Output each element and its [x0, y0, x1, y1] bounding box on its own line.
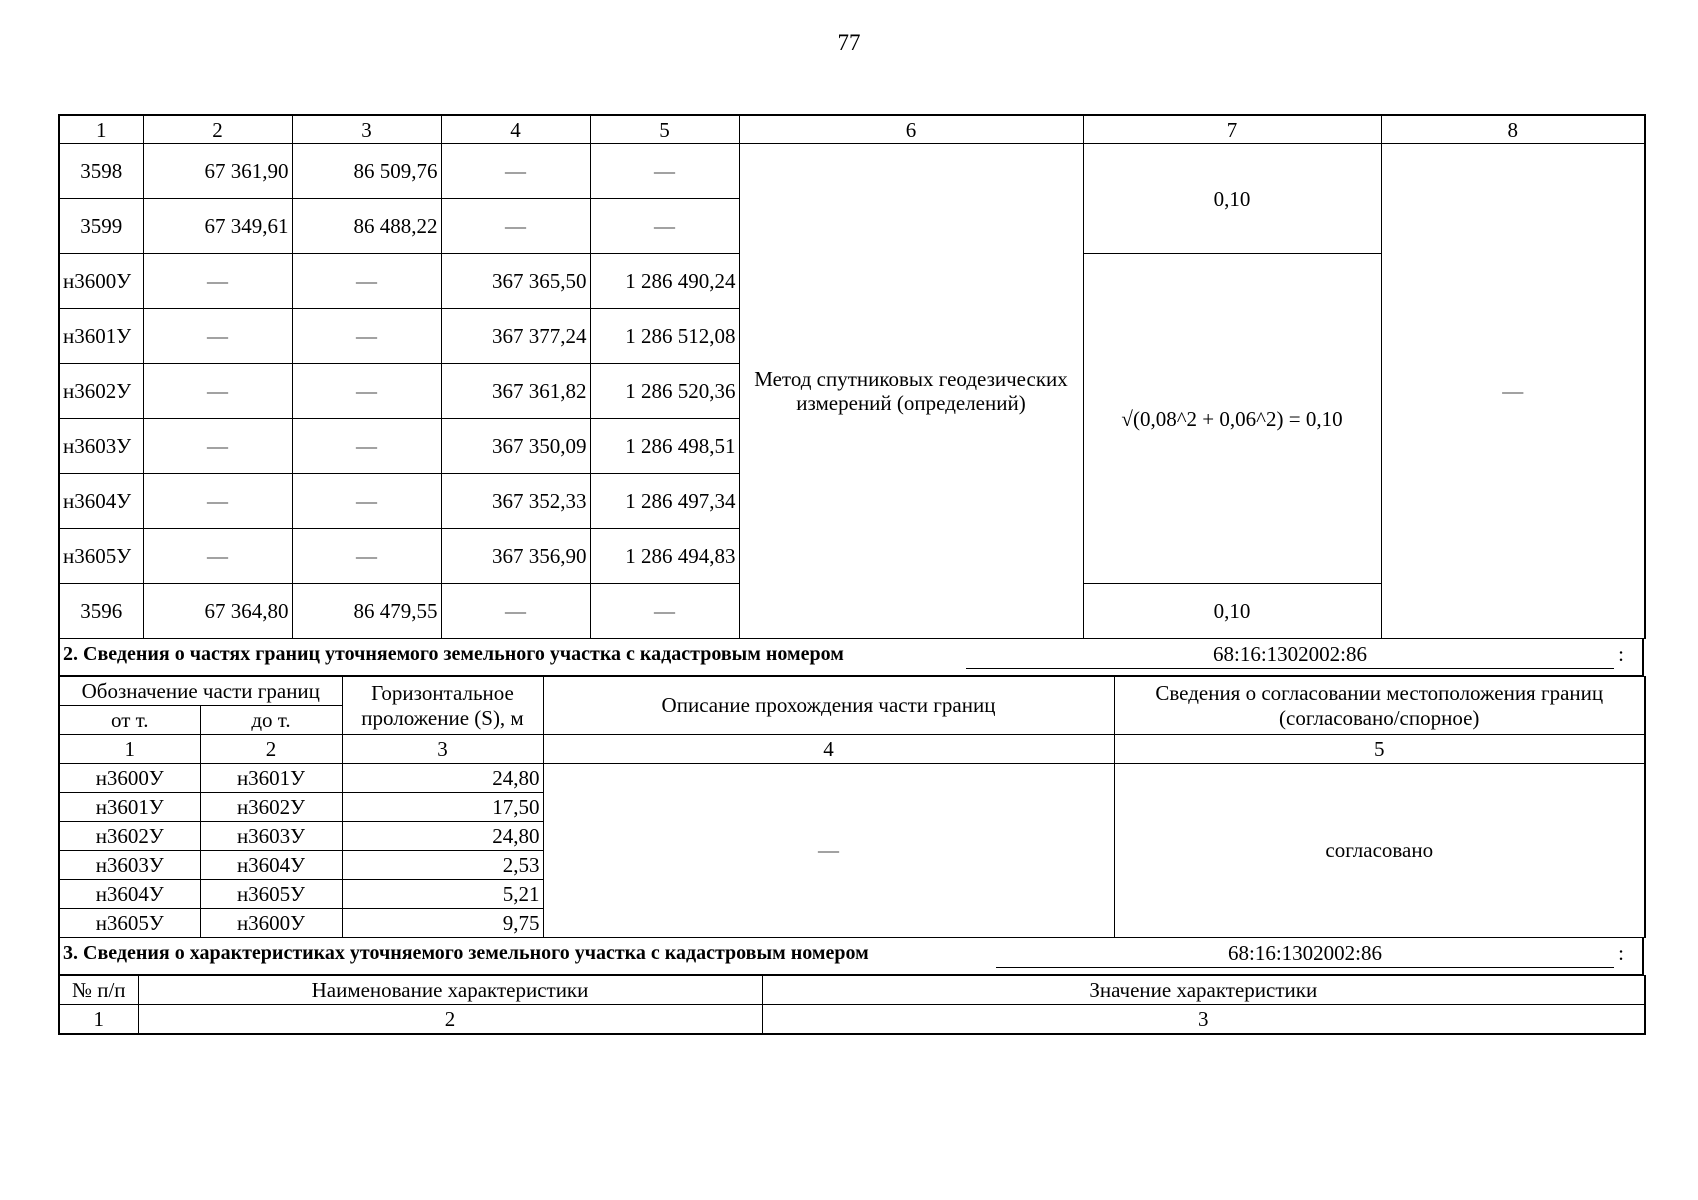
y-new: 1 286 497,34 — [590, 474, 739, 529]
point-name: н3605У — [59, 529, 143, 584]
header-to: до т. — [200, 706, 342, 735]
section3-title: 3. Сведения о характеристиках уточняемого земельного участка с кадастровым номером — [63, 942, 869, 964]
y-old: — — [292, 529, 441, 584]
y-old: 86 509,76 — [292, 144, 441, 199]
section2-colon: : — [1618, 642, 1624, 666]
header-designation: Обозначение части границ — [59, 677, 342, 706]
col-header: 4 — [441, 115, 590, 144]
boundary-header-row — [59, 677, 1645, 706]
coordinates-table — [58, 114, 1646, 639]
col-header: 7 — [1083, 115, 1381, 144]
characteristics-header-row — [59, 976, 1645, 1005]
y-new: — — [590, 144, 739, 199]
to-point: н3605У — [200, 880, 342, 909]
agreement-value: согласовано — [1114, 764, 1645, 938]
x-old: — — [143, 254, 292, 309]
point-name: н3602У — [59, 364, 143, 419]
point-name: н3600У — [59, 254, 143, 309]
characteristics-table — [58, 975, 1646, 1035]
from-point: н3605У — [59, 909, 200, 938]
to-point: н3602У — [200, 793, 342, 822]
x-new: 367 361,82 — [441, 364, 590, 419]
point-name: н3604У — [59, 474, 143, 529]
coordinates-header-row — [59, 115, 1645, 144]
x-old: 67 361,90 — [143, 144, 292, 199]
section3-cadastral-number: 68:16:1302002:86 — [996, 941, 1614, 968]
x-new: 367 377,24 — [441, 309, 590, 364]
header-description: Описание прохождения части границ — [543, 677, 1114, 735]
accuracy-top: 0,10 — [1083, 144, 1381, 254]
col-header: 2 — [143, 115, 292, 144]
point-name: 3598 — [59, 144, 143, 199]
from-point: н3600У — [59, 764, 200, 793]
col-number: 3 — [342, 735, 543, 764]
y-old: — — [292, 364, 441, 419]
from-point: н3602У — [59, 822, 200, 851]
x-old: 67 349,61 — [143, 199, 292, 254]
x-new: 367 352,33 — [441, 474, 590, 529]
x-new: 367 356,90 — [441, 529, 590, 584]
point-name: 3596 — [59, 584, 143, 639]
boundary-parts-table — [58, 676, 1646, 938]
section3-colon: : — [1618, 941, 1624, 965]
length-value: 5,21 — [342, 880, 543, 909]
accuracy-formula: √(0,08^2 + 0,06^2) = 0,10 — [1083, 254, 1381, 584]
length-value: 9,75 — [342, 909, 543, 938]
y-old: 86 488,22 — [292, 199, 441, 254]
x-old: — — [143, 419, 292, 474]
to-point: н3601У — [200, 764, 342, 793]
y-new: — — [590, 584, 739, 639]
length-value: 24,80 — [342, 822, 543, 851]
to-point: н3600У — [200, 909, 342, 938]
y-new: 1 286 494,83 — [590, 529, 739, 584]
method-cell: Метод спутниковых геодезических измерений (определений) — [739, 144, 1083, 639]
y-new: 1 286 512,08 — [590, 309, 739, 364]
header-from: от т. — [59, 706, 200, 735]
length-value: 17,50 — [342, 793, 543, 822]
header-value: Значение характеристики — [762, 976, 1645, 1005]
y-new: 1 286 490,24 — [590, 254, 739, 309]
col-header: 5 — [590, 115, 739, 144]
table-row — [59, 764, 1645, 793]
x-old: — — [143, 364, 292, 419]
page-number: 77 — [837, 30, 861, 55]
to-point: н3603У — [200, 822, 342, 851]
section2-cadastral-number: 68:16:1302002:86 — [966, 642, 1614, 669]
length-value: 2,53 — [342, 851, 543, 880]
x-old: — — [143, 474, 292, 529]
y-old: — — [292, 419, 441, 474]
col-header: 6 — [739, 115, 1083, 144]
col-header: 3 — [292, 115, 441, 144]
x-old: 67 364,80 — [143, 584, 292, 639]
cadastral-sheet — [58, 114, 1644, 1035]
col-number: 1 — [59, 735, 200, 764]
header-num: № п/п — [59, 976, 138, 1005]
x-old: — — [143, 309, 292, 364]
y-old: — — [292, 474, 441, 529]
y-old: — — [292, 309, 441, 364]
x-old: — — [143, 529, 292, 584]
header-length: Горизонтальное проложение (S), м — [342, 677, 543, 735]
from-point: н3601У — [59, 793, 200, 822]
col8-value: — — [1381, 144, 1645, 639]
header-name: Наименование характеристики — [138, 976, 762, 1005]
col-number: 5 — [1114, 735, 1645, 764]
description-value: — — [543, 764, 1114, 938]
characteristics-colnum-row — [59, 1005, 1645, 1035]
y-new: 1 286 498,51 — [590, 419, 739, 474]
point-name: 3599 — [59, 199, 143, 254]
x-new: 367 365,50 — [441, 254, 590, 309]
section2-title: 2. Сведения о частях границ уточняемого земельного участка с кадастровым номером — [63, 643, 844, 665]
x-new: — — [441, 199, 590, 254]
x-new: 367 350,09 — [441, 419, 590, 474]
col-number: 2 — [138, 1005, 762, 1035]
point-name: н3603У — [59, 419, 143, 474]
col-number: 2 — [200, 735, 342, 764]
from-point: н3603У — [59, 851, 200, 880]
y-old: — — [292, 254, 441, 309]
length-value: 24,80 — [342, 764, 543, 793]
y-new: — — [590, 199, 739, 254]
x-new: — — [441, 584, 590, 639]
from-point: н3604У — [59, 880, 200, 909]
point-name: н3601У — [59, 309, 143, 364]
col-number: 4 — [543, 735, 1114, 764]
to-point: н3604У — [200, 851, 342, 880]
table-row — [59, 144, 1645, 199]
col-number: 1 — [59, 1005, 138, 1035]
header-agreement: Сведения о согласовании местоположения границ (согласовано/спорное) — [1114, 677, 1645, 735]
col-number: 3 — [762, 1005, 1645, 1035]
col-header: 1 — [59, 115, 143, 144]
col-header: 8 — [1381, 115, 1645, 144]
section3-heading — [58, 938, 1644, 975]
x-new: — — [441, 144, 590, 199]
boundary-colnum-row — [59, 735, 1645, 764]
y-new: 1 286 520,36 — [590, 364, 739, 419]
accuracy-bottom: 0,10 — [1083, 584, 1381, 639]
section2-heading — [58, 639, 1644, 676]
y-old: 86 479,55 — [292, 584, 441, 639]
